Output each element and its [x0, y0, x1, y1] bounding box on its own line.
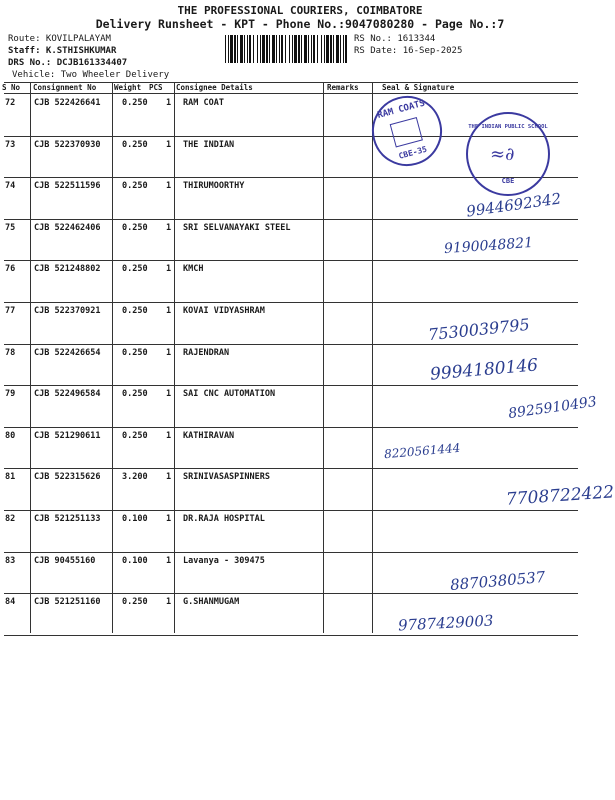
row-weight: 0.250 — [122, 597, 148, 608]
row-consignee: SRI SELVANAYAKI STEEL — [183, 222, 291, 233]
row-consignee: RAJENDRAN — [183, 347, 230, 358]
row-pcs: 1 — [166, 264, 172, 275]
barcode-bar — [279, 35, 280, 63]
barcode-bar — [321, 35, 322, 63]
row-pcs: 1 — [166, 389, 172, 400]
row-pcs: 1 — [166, 347, 172, 358]
row-sno: 77 — [5, 306, 16, 316]
handwritten-phone: 9190048821 — [443, 234, 534, 258]
row-consignee: SRINIVASASPINNERS — [183, 472, 270, 483]
row-divider — [4, 385, 578, 386]
handwritten-phone: 9944692342 — [465, 189, 563, 221]
vehicle: Vehicle: Two Wheeler Delivery — [12, 70, 170, 80]
row-consignee: THE INDIAN — [183, 139, 235, 150]
row-weight: 0.250 — [122, 98, 148, 108]
row-sno: 83 — [5, 555, 16, 566]
row-pcs: 1 — [166, 472, 172, 483]
row-consignment: CJB 522426641 — [34, 98, 101, 108]
row-consignment: CJB 522426654 — [34, 347, 101, 358]
row-divider — [4, 635, 578, 636]
row-sno: 81 — [5, 472, 16, 483]
row-divider — [4, 344, 578, 345]
row-consignment: CJB 90455160 — [34, 555, 96, 566]
row-weight: 0.250 — [122, 222, 148, 233]
barcode-bar — [340, 35, 341, 63]
row-weight: 0.250 — [122, 181, 148, 192]
row-weight: 0.250 — [122, 347, 148, 358]
row-divider — [4, 468, 578, 469]
row-pcs: 1 — [166, 222, 172, 233]
barcode-bar — [244, 35, 245, 63]
row-pcs: 1 — [166, 98, 172, 108]
barcode-bar — [257, 35, 258, 63]
col-consignee: Consignee Details — [176, 83, 253, 92]
row-weight: 0.250 — [122, 430, 148, 441]
col-remarks: Remarks — [327, 83, 359, 92]
barcode-bar — [304, 35, 307, 63]
barcode-bar — [262, 35, 265, 63]
row-sno: 74 — [5, 181, 16, 192]
row-sno: 84 — [5, 597, 16, 608]
rs-date: RS Date: 16-Sep-2025 — [354, 46, 463, 56]
row-consignment: CJB 521290611 — [34, 430, 101, 441]
barcode-bar — [330, 35, 332, 63]
row-divider — [4, 552, 578, 553]
row-consignment: CJB 522315626 — [34, 472, 101, 483]
row-weight: 0.100 — [122, 555, 148, 566]
row-consignee: KMCH — [183, 264, 204, 275]
col-divider — [112, 83, 113, 633]
row-weight: 0.250 — [122, 306, 148, 316]
row-weight: 0.250 — [122, 264, 148, 275]
barcode-bar — [336, 35, 339, 63]
barcode-bar — [260, 35, 261, 63]
row-pcs: 1 — [166, 555, 172, 566]
barcode-bar — [240, 35, 243, 63]
row-weight: 0.250 — [122, 139, 148, 150]
barcode-bar — [230, 35, 233, 63]
barcode-bar — [269, 35, 270, 63]
col-weight: Weight — [114, 83, 142, 92]
drs-number: DRS No.: DCJB161334407 — [8, 58, 128, 68]
col-seal: Seal & Signature — [382, 83, 455, 92]
col-sno: S No — [2, 83, 21, 92]
row-divider — [4, 510, 578, 511]
col-divider — [323, 83, 324, 633]
row-sno: 73 — [5, 139, 16, 150]
barcode-bar — [311, 35, 312, 63]
row-consignee: Lavanya - 309475 — [183, 555, 265, 566]
handwritten-phone: 9787429003 — [397, 611, 494, 635]
col-divider — [30, 83, 31, 633]
row-pcs: 1 — [166, 514, 172, 524]
barcode-bar — [301, 35, 302, 63]
barcode-bar — [225, 35, 226, 63]
handwritten-phone: 7708722422 — [505, 482, 615, 510]
ram-coats-stamp: RAM COATS CBE-35 — [364, 88, 450, 174]
barcode-bar — [285, 35, 286, 63]
barcode-bar — [253, 35, 254, 63]
row-consignee: RAM COAT — [183, 98, 224, 108]
barcode — [225, 35, 349, 63]
row-sno: 72 — [5, 98, 16, 108]
school-stamp: THE INDIAN PUBLIC SCHOOL ≈∂ CBE — [466, 112, 550, 196]
col-pcs: PCS — [149, 83, 163, 92]
barcode-bar — [292, 35, 293, 63]
row-pcs: 1 — [166, 139, 172, 150]
barcode-bar — [333, 35, 334, 63]
col-consignment: Consignment No — [33, 83, 97, 92]
barcode-bar — [298, 35, 300, 63]
barcode-bar — [345, 35, 347, 63]
barcode-bar — [343, 35, 344, 63]
handwritten-phone: 7530039795 — [427, 314, 531, 345]
col-divider — [372, 83, 373, 633]
table-header-rule — [4, 93, 578, 94]
barcode-bar — [247, 35, 248, 63]
row-consignment: CJB 522462406 — [34, 222, 101, 233]
barcode-bar — [313, 35, 315, 63]
barcode-bar — [272, 35, 275, 63]
barcode-bar — [249, 35, 251, 63]
row-consignee: KOVAI VIDYASHRAM — [183, 306, 265, 316]
row-consignee: G.SHANMUGAM — [183, 597, 240, 608]
row-pcs: 1 — [166, 181, 172, 192]
row-consignment: CJB 521251160 — [34, 597, 101, 608]
row-consignee: DR.RAJA HOSPITAL — [183, 514, 265, 524]
row-consignee: THIRUMOORTHY — [183, 181, 245, 192]
row-divider — [4, 219, 578, 220]
row-consignment: CJB 521248802 — [34, 264, 101, 275]
row-divider — [4, 427, 578, 428]
barcode-bar — [294, 35, 297, 63]
barcode-bar — [276, 35, 277, 63]
doc-title: THE PROFESSIONAL COURIERS, COIMBATORE — [177, 4, 423, 17]
row-pcs: 1 — [166, 597, 172, 608]
handwritten-phone: 8870380537 — [449, 567, 547, 595]
barcode-bar — [326, 35, 329, 63]
barcode-bar — [317, 35, 318, 63]
row-consignment: CJB 522370930 — [34, 139, 101, 150]
barcode-bar — [234, 35, 236, 63]
row-divider — [4, 260, 578, 261]
barcode-bar — [308, 35, 309, 63]
handwritten-phone: 8220561444 — [383, 440, 461, 462]
row-sno: 79 — [5, 389, 16, 400]
row-consignment: CJB 522496584 — [34, 389, 101, 400]
barcode-bar — [228, 35, 229, 63]
rs-number: RS No.: 1613344 — [354, 34, 436, 44]
staff: Staff: K.STHISHKUMAR — [8, 46, 117, 56]
row-consignee: SAI CNC AUTOMATION — [183, 389, 276, 400]
row-sno: 78 — [5, 347, 16, 358]
route: Route: KOVILPALAYAM — [8, 34, 111, 44]
row-consignment: CJB 522370921 — [34, 306, 101, 316]
row-consignment: CJB 522511596 — [34, 181, 101, 192]
handwritten-phone: 9994180146 — [429, 355, 539, 385]
row-consignment: CJB 521251133 — [34, 514, 101, 524]
row-divider — [4, 593, 578, 594]
barcode-bar — [266, 35, 268, 63]
col-divider — [174, 83, 175, 633]
barcode-bar — [237, 35, 238, 63]
row-consignee: KATHIRAVAN — [183, 430, 235, 441]
doc-subtitle: Delivery Runsheet - KPT - Phone No.:9047080280 - Page No.:7 — [95, 17, 505, 31]
row-weight: 3.200 — [122, 472, 148, 483]
row-pcs: 1 — [166, 430, 172, 441]
barcode-bar — [324, 35, 325, 63]
row-weight: 0.100 — [122, 514, 148, 524]
row-sno: 82 — [5, 514, 16, 524]
row-sno: 76 — [5, 264, 16, 275]
row-sno: 75 — [5, 222, 16, 233]
row-pcs: 1 — [166, 306, 172, 316]
barcode-bar — [289, 35, 290, 63]
row-divider — [4, 302, 578, 303]
row-weight: 0.250 — [122, 389, 148, 400]
barcode-bar — [281, 35, 283, 63]
handwritten-phone: 8925910493 — [507, 393, 598, 423]
row-sno: 80 — [5, 430, 16, 441]
